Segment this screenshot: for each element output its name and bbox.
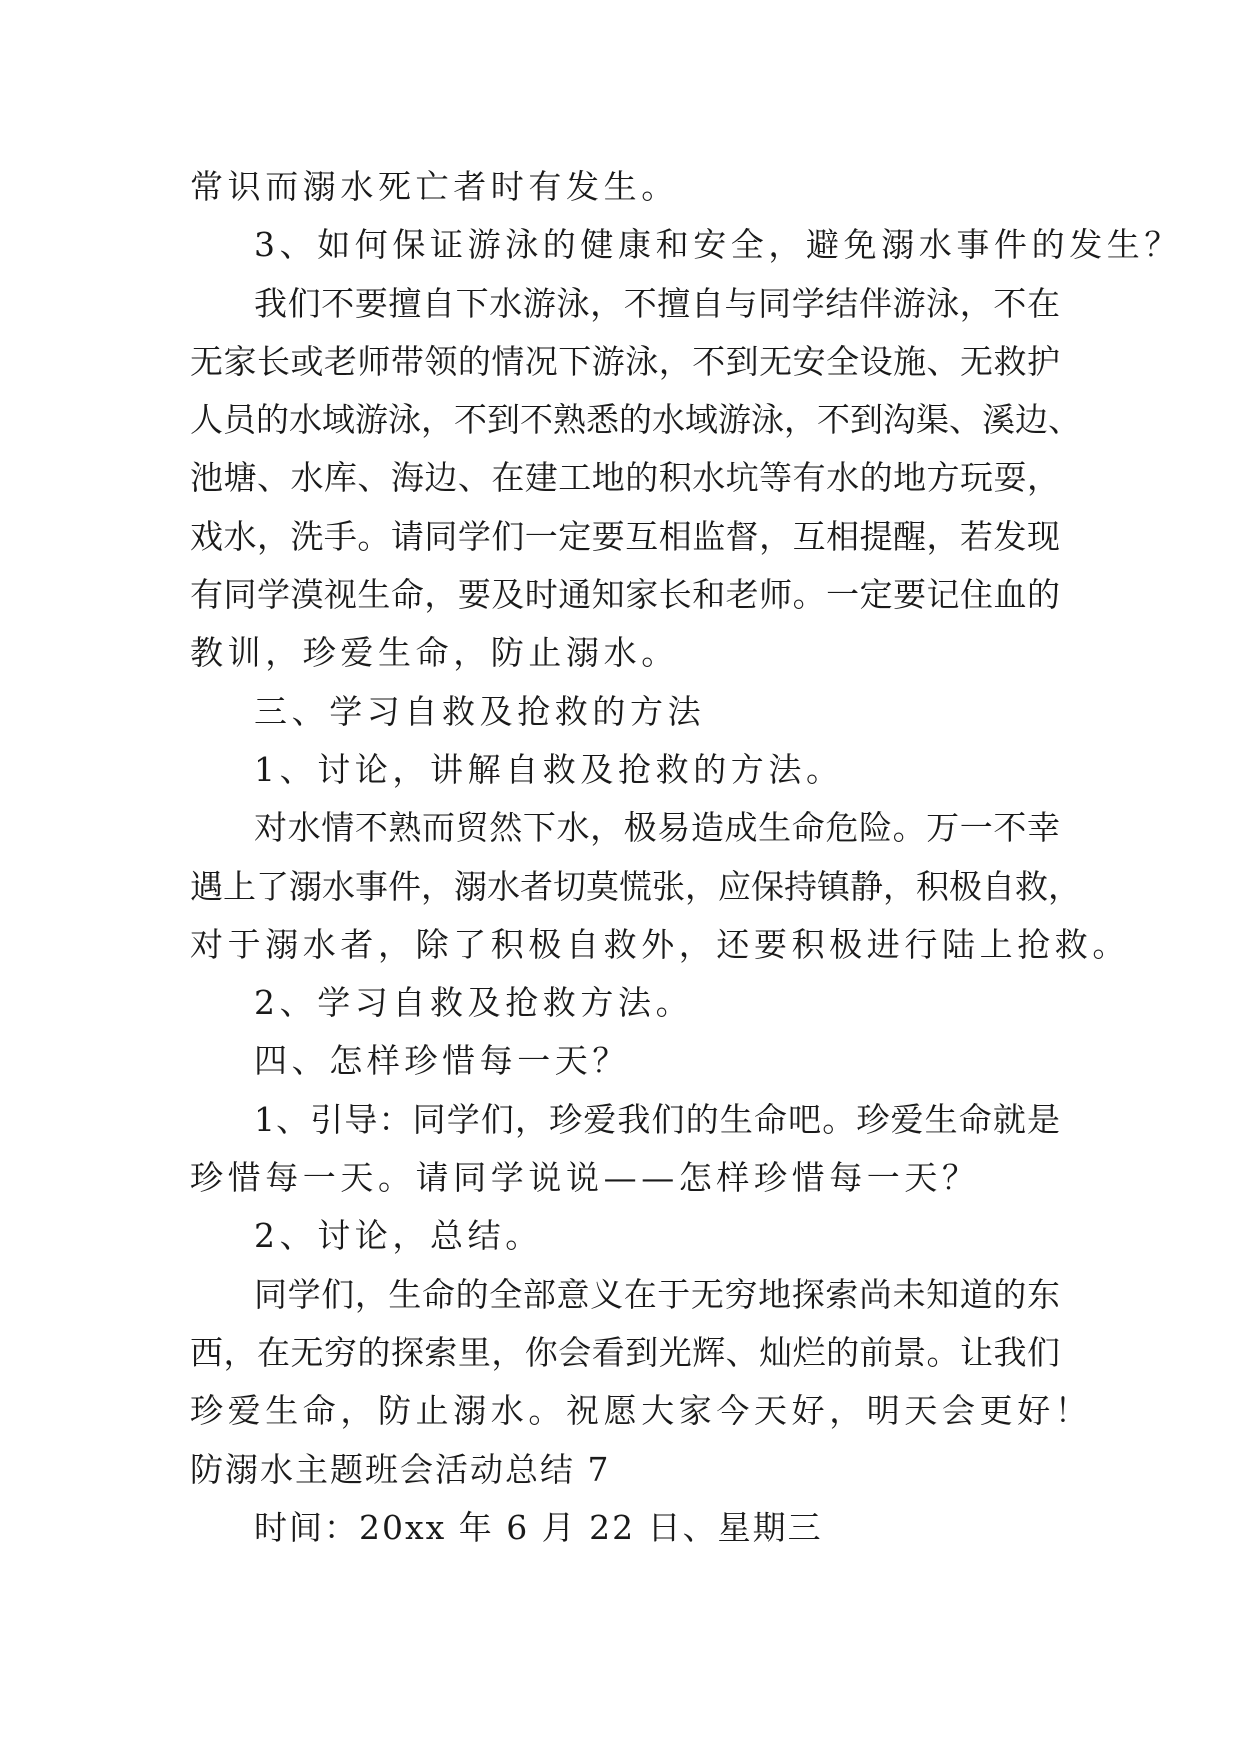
- paragraph-line: 西，在无穷的探索里，你会看到光辉、灿烂的前景。让我们: [190, 1332, 1060, 1372]
- paragraph-line: 珍爱生命，防止溺水。祝愿大家今天好，明天会更好！: [190, 1391, 1093, 1431]
- list-item-heading: 2、讨论，总结。: [254, 1216, 543, 1256]
- list-item-heading: 2、学习自救及抢救方法。: [254, 983, 694, 1023]
- paragraph-line: 常识而溺水死亡者时有发生。: [190, 167, 679, 206]
- time-line: 时间：20xx 年 6 月 22 日、星期三: [254, 1507, 823, 1547]
- paragraph-line: 无家长或老师带领的情况下游泳，不到无安全设施、无救护: [190, 341, 1060, 381]
- paragraph-line: 遇上了溺水事件，溺水者切莫慌张，应保持镇静，积极自救，: [190, 866, 1081, 906]
- paragraph-line: 我们不要擅自下水游泳，不擅自与同学结伴游泳，不在: [254, 283, 1060, 323]
- paragraph-line: 池塘、水库、海边、在建工地的积水坑等有水的地方玩耍，: [190, 458, 1060, 498]
- list-item-heading: 3、如何保证游泳的健康和安全，避免溺水事件的发生？: [254, 225, 1182, 265]
- paragraph-line: 珍惜每一天。请同学说说——怎样珍惜每一天？: [190, 1158, 980, 1198]
- section-heading: 四、怎样珍惜每一天？: [254, 1041, 630, 1081]
- paragraph-line: 人员的水域游泳，不到不熟悉的水域游泳，不到沟渠、溪边、: [190, 400, 1081, 440]
- paragraph-line: 教训，珍爱生命，防止溺水。: [190, 633, 679, 673]
- list-item-heading: 1、讨论，讲解自救及抢救的方法。: [254, 749, 844, 789]
- paragraph-line: 对于溺水者，除了积极自救外，还要积极进行陆上抢救。: [190, 924, 1130, 964]
- paragraph-line: 戏水，洗手。请同学们一定要互相监督，互相提醒，若发现: [190, 516, 1060, 556]
- paragraph-line: 1、引导：同学们，珍爱我们的生命吧。珍爱生命就是: [254, 1099, 1060, 1139]
- paragraph-line: 对水情不熟而贸然下水，极易造成生命危险。万一不幸: [254, 808, 1060, 848]
- document-body: [190, 158, 1182, 1557]
- document-title: 防溺水主题班会活动总结 7: [190, 1449, 611, 1489]
- section-heading: 三、学习自救及抢救的方法: [254, 691, 706, 731]
- paragraph-line: 有同学漠视生命，要及时通知家长和老师。一定要记住血的: [190, 575, 1060, 615]
- paragraph-line: 同学们，生命的全部意义在于无穷地探索尚未知道的东: [254, 1274, 1060, 1314]
